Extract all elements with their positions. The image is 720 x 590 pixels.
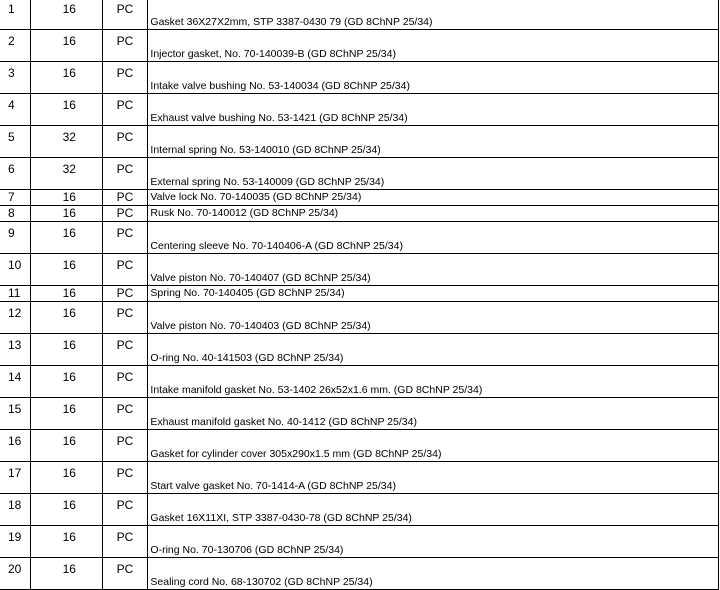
quantity-cell: 16: [30, 94, 102, 126]
table-row: [0, 222, 719, 254]
table-row: [0, 366, 719, 398]
row-number-cell: 5: [0, 126, 30, 158]
table-row: [0, 430, 719, 462]
description-cell: O-ring No. 70-130706 (GD 8ChNP 25/34): [148, 526, 719, 558]
table-row: [0, 190, 719, 206]
description-cell: Intake manifold gasket No. 53-1402 26x52x1.6 mm. (GD 8ChNP 25/34): [148, 366, 719, 398]
row-number-cell: 12: [0, 302, 30, 334]
row-number-cell: 10: [0, 254, 30, 286]
table-row: [0, 0, 719, 30]
row-number-cell: 15: [0, 398, 30, 430]
row-number-cell: 16: [0, 430, 30, 462]
unit-cell: PC: [102, 126, 148, 158]
table-row: [0, 62, 719, 94]
quantity-cell: 16: [30, 190, 102, 206]
table-row: [0, 302, 719, 334]
description-cell: Valve piston No. 70-140407 (GD 8ChNP 25/34): [148, 254, 719, 286]
description-cell: Valve lock No. 70-140035 (GD 8ChNP 25/34): [148, 190, 719, 206]
row-number-cell: 19: [0, 526, 30, 558]
row-number-cell: 1: [0, 0, 30, 30]
unit-cell: PC: [102, 398, 148, 430]
row-number-cell: 6: [0, 158, 30, 190]
unit-cell: PC: [102, 526, 148, 558]
description-cell: Gasket 16X11XI, STP 3387-0430-78 (GD 8ChNP 25/34): [148, 494, 719, 526]
unit-cell: PC: [102, 62, 148, 94]
row-number-cell: 2: [0, 30, 30, 62]
quantity-cell: 32: [30, 126, 102, 158]
row-number-cell: 13: [0, 334, 30, 366]
quantity-cell: 16: [30, 366, 102, 398]
quantity-cell: 16: [30, 254, 102, 286]
table-row: [0, 334, 719, 366]
description-cell: Internal spring No. 53-140010 (GD 8ChNP 25/34): [148, 126, 719, 158]
unit-cell: PC: [102, 190, 148, 206]
quantity-cell: 16: [30, 494, 102, 526]
quantity-cell: 16: [30, 526, 102, 558]
quantity-cell: 16: [30, 62, 102, 94]
unit-cell: PC: [102, 494, 148, 526]
description-cell: Gasket 36X27X2mm, STP 3387-0430 79 (GD 8ChNP 25/34): [148, 0, 719, 30]
quantity-cell: 16: [30, 558, 102, 590]
row-number-cell: 7: [0, 190, 30, 206]
unit-cell: PC: [102, 94, 148, 126]
table-row: [0, 254, 719, 286]
description-cell: Start valve gasket No. 70-1414-A (GD 8ChNP 25/34): [148, 462, 719, 494]
table-row: [0, 398, 719, 430]
unit-cell: PC: [102, 206, 148, 222]
quantity-cell: 16: [30, 462, 102, 494]
quantity-cell: 16: [30, 30, 102, 62]
unit-cell: PC: [102, 430, 148, 462]
table-row: [0, 126, 719, 158]
row-number-cell: 17: [0, 462, 30, 494]
quantity-cell: 16: [30, 430, 102, 462]
description-cell: Rusk No. 70-140012 (GD 8ChNP 25/34): [148, 206, 719, 222]
row-number-cell: 11: [0, 286, 30, 302]
quantity-cell: 16: [30, 0, 102, 30]
quantity-cell: 16: [30, 286, 102, 302]
row-number-cell: 20: [0, 558, 30, 590]
quantity-cell: 32: [30, 158, 102, 190]
description-cell: Spring No. 70-140405 (GD 8ChNP 25/34): [148, 286, 719, 302]
row-number-cell: 8: [0, 206, 30, 222]
description-cell: O-ring No. 40-141503 (GD 8ChNP 25/34): [148, 334, 719, 366]
table-row: [0, 494, 719, 526]
quantity-cell: 16: [30, 302, 102, 334]
unit-cell: PC: [102, 334, 148, 366]
table-row: [0, 558, 719, 590]
description-cell: Valve piston No. 70-140403 (GD 8ChNP 25/34): [148, 302, 719, 334]
unit-cell: PC: [102, 286, 148, 302]
table-row: [0, 462, 719, 494]
unit-cell: PC: [102, 222, 148, 254]
unit-cell: PC: [102, 254, 148, 286]
table-row: [0, 206, 719, 222]
description-cell: External spring No. 53-140009 (GD 8ChNP 25/34): [148, 158, 719, 190]
row-number-cell: 3: [0, 62, 30, 94]
table-row: [0, 158, 719, 190]
unit-cell: PC: [102, 558, 148, 590]
description-cell: Exhaust valve bushing No. 53-1421 (GD 8ChNP 25/34): [148, 94, 719, 126]
quantity-cell: 16: [30, 398, 102, 430]
unit-cell: PC: [102, 0, 148, 30]
unit-cell: PC: [102, 462, 148, 494]
description-cell: Exhaust manifold gasket No. 40-1412 (GD 8ChNP 25/34): [148, 398, 719, 430]
table-row: [0, 94, 719, 126]
description-cell: Injector gasket, No. 70-140039-B (GD 8ChNP 25/34): [148, 30, 719, 62]
description-cell: Intake valve bushing No. 53-140034 (GD 8ChNP 25/34): [148, 62, 719, 94]
quantity-cell: 16: [30, 334, 102, 366]
unit-cell: PC: [102, 158, 148, 190]
row-number-cell: 4: [0, 94, 30, 126]
table-row: [0, 30, 719, 62]
row-number-cell: 9: [0, 222, 30, 254]
row-number-cell: 14: [0, 366, 30, 398]
unit-cell: PC: [102, 302, 148, 334]
table-row: [0, 526, 719, 558]
quantity-cell: 16: [30, 206, 102, 222]
unit-cell: PC: [102, 30, 148, 62]
quantity-cell: 16: [30, 222, 102, 254]
unit-cell: PC: [102, 366, 148, 398]
row-number-cell: 18: [0, 494, 30, 526]
description-cell: Gasket for cylinder cover 305x290x1.5 mm (GD 8ChNP 25/34): [148, 430, 719, 462]
description-cell: Sealing cord No. 68-130702 (GD 8ChNP 25/34): [148, 558, 719, 590]
table-row: [0, 286, 719, 302]
description-cell: Centering sleeve No. 70-140406-A (GD 8ChNP 25/34): [148, 222, 719, 254]
